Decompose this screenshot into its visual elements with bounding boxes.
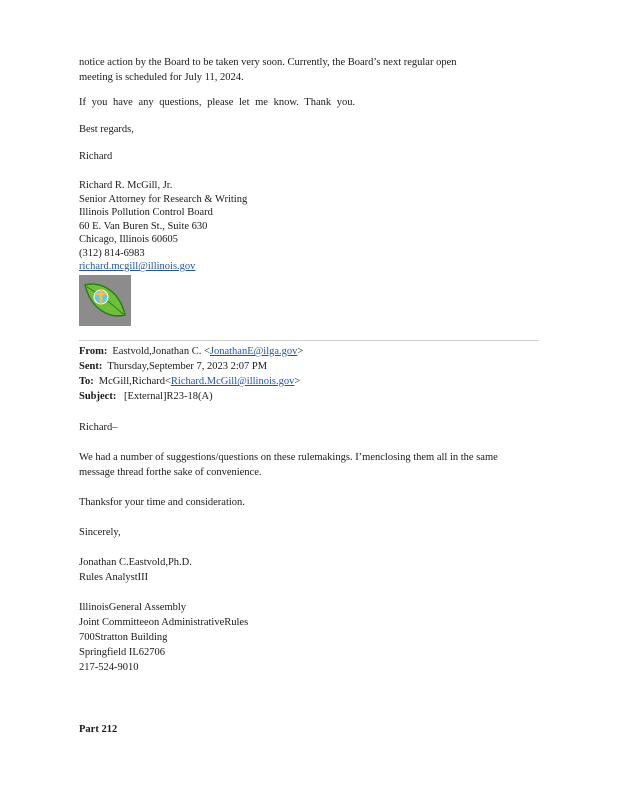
from-name: Eastvold,Jonathan C.: [112, 346, 202, 357]
email-header: [79, 344, 303, 404]
signature-org: Illinois Pollution Control Board: [79, 207, 213, 218]
sent-value: Thursday,September 7, 2023 2:07 PM: [107, 361, 268, 372]
reply-body-line: We had a number of suggestions/questions on these rulemakings. I’menclosing them all in the same: [79, 452, 498, 463]
leaf-logo-icon: [79, 275, 131, 326]
signature-name: Richard R. McGill, Jr.: [79, 180, 173, 191]
first-name-signoff: Richard: [79, 151, 113, 162]
closing-text: Best regards,: [79, 124, 134, 135]
signature-city: Chicago, Illinois 60605: [79, 234, 178, 245]
sent-label: Sent:: [79, 361, 103, 372]
notice-line: meeting is scheduled for July 11, 2024.: [79, 72, 244, 83]
reply-org-line: Springfield IL62706: [79, 647, 166, 658]
signature-title: Senior Attorney for Research & Writing: [79, 193, 248, 205]
subject-value: [External]R23-18(A): [123, 391, 213, 402]
reply-body: [79, 450, 498, 480]
signature-email-link[interactable]: richard.mcgill@illinois.gov: [79, 261, 196, 272]
subject-row: [79, 389, 303, 404]
signature-street: 60 E. Van Buren St., Suite 630: [79, 220, 208, 232]
reply-org-line: IllinoisGeneral Assembly: [79, 602, 187, 613]
to-name: McGill,Richard: [98, 376, 165, 387]
reply-org-line: 700Stratton Building: [79, 632, 168, 643]
sent-row: [79, 359, 303, 374]
part-heading: Part 212: [79, 724, 118, 735]
ipcb-logo: [79, 275, 131, 326]
questions-text: If you have any questions, please let me know. Thank you.: [79, 97, 356, 108]
reply-body-line: message thread forthe sake of convenience.: [79, 467, 262, 478]
to-label: To:: [79, 376, 94, 387]
to-row: To: McGill,Richard<Richard.McGill@illinois.gov>: [79, 376, 301, 387]
signature-block: [79, 179, 247, 274]
signature-phone: (312) 814-6983: [79, 247, 145, 259]
reply-thanks: Thanksfor your time and consideration.: [79, 497, 245, 508]
reply-org-line: Joint Committeeon AdministrativeRules: [79, 617, 249, 628]
reply-signoff: Sincerely,: [79, 527, 121, 538]
reply-title: Rules AnalystIII: [79, 572, 149, 583]
reply-name: Jonathan C.Eastvold,Ph.D.: [79, 557, 192, 568]
subject-label: Subject:: [79, 391, 117, 402]
email-divider: [79, 340, 539, 341]
reply-signature: [79, 555, 192, 585]
notice-paragraph: [79, 55, 457, 85]
to-email-link[interactable]: Richard.McGill@illinois.gov: [170, 376, 295, 387]
from-email-link[interactable]: JonathanE@ilga.gov: [209, 346, 298, 357]
notice-line: notice action by the Board to be taken very soon. Currently, the Board’s next regular open: [79, 57, 457, 68]
from-label: From:: [79, 346, 108, 357]
reply-org-block: [79, 600, 248, 675]
reply-salutation: Richard–: [79, 422, 118, 433]
reply-org-line: 217-524-9010: [79, 662, 139, 673]
from-row: From: Eastvold,Jonathan C. <JonathanE@ilga.gov>: [79, 346, 304, 357]
